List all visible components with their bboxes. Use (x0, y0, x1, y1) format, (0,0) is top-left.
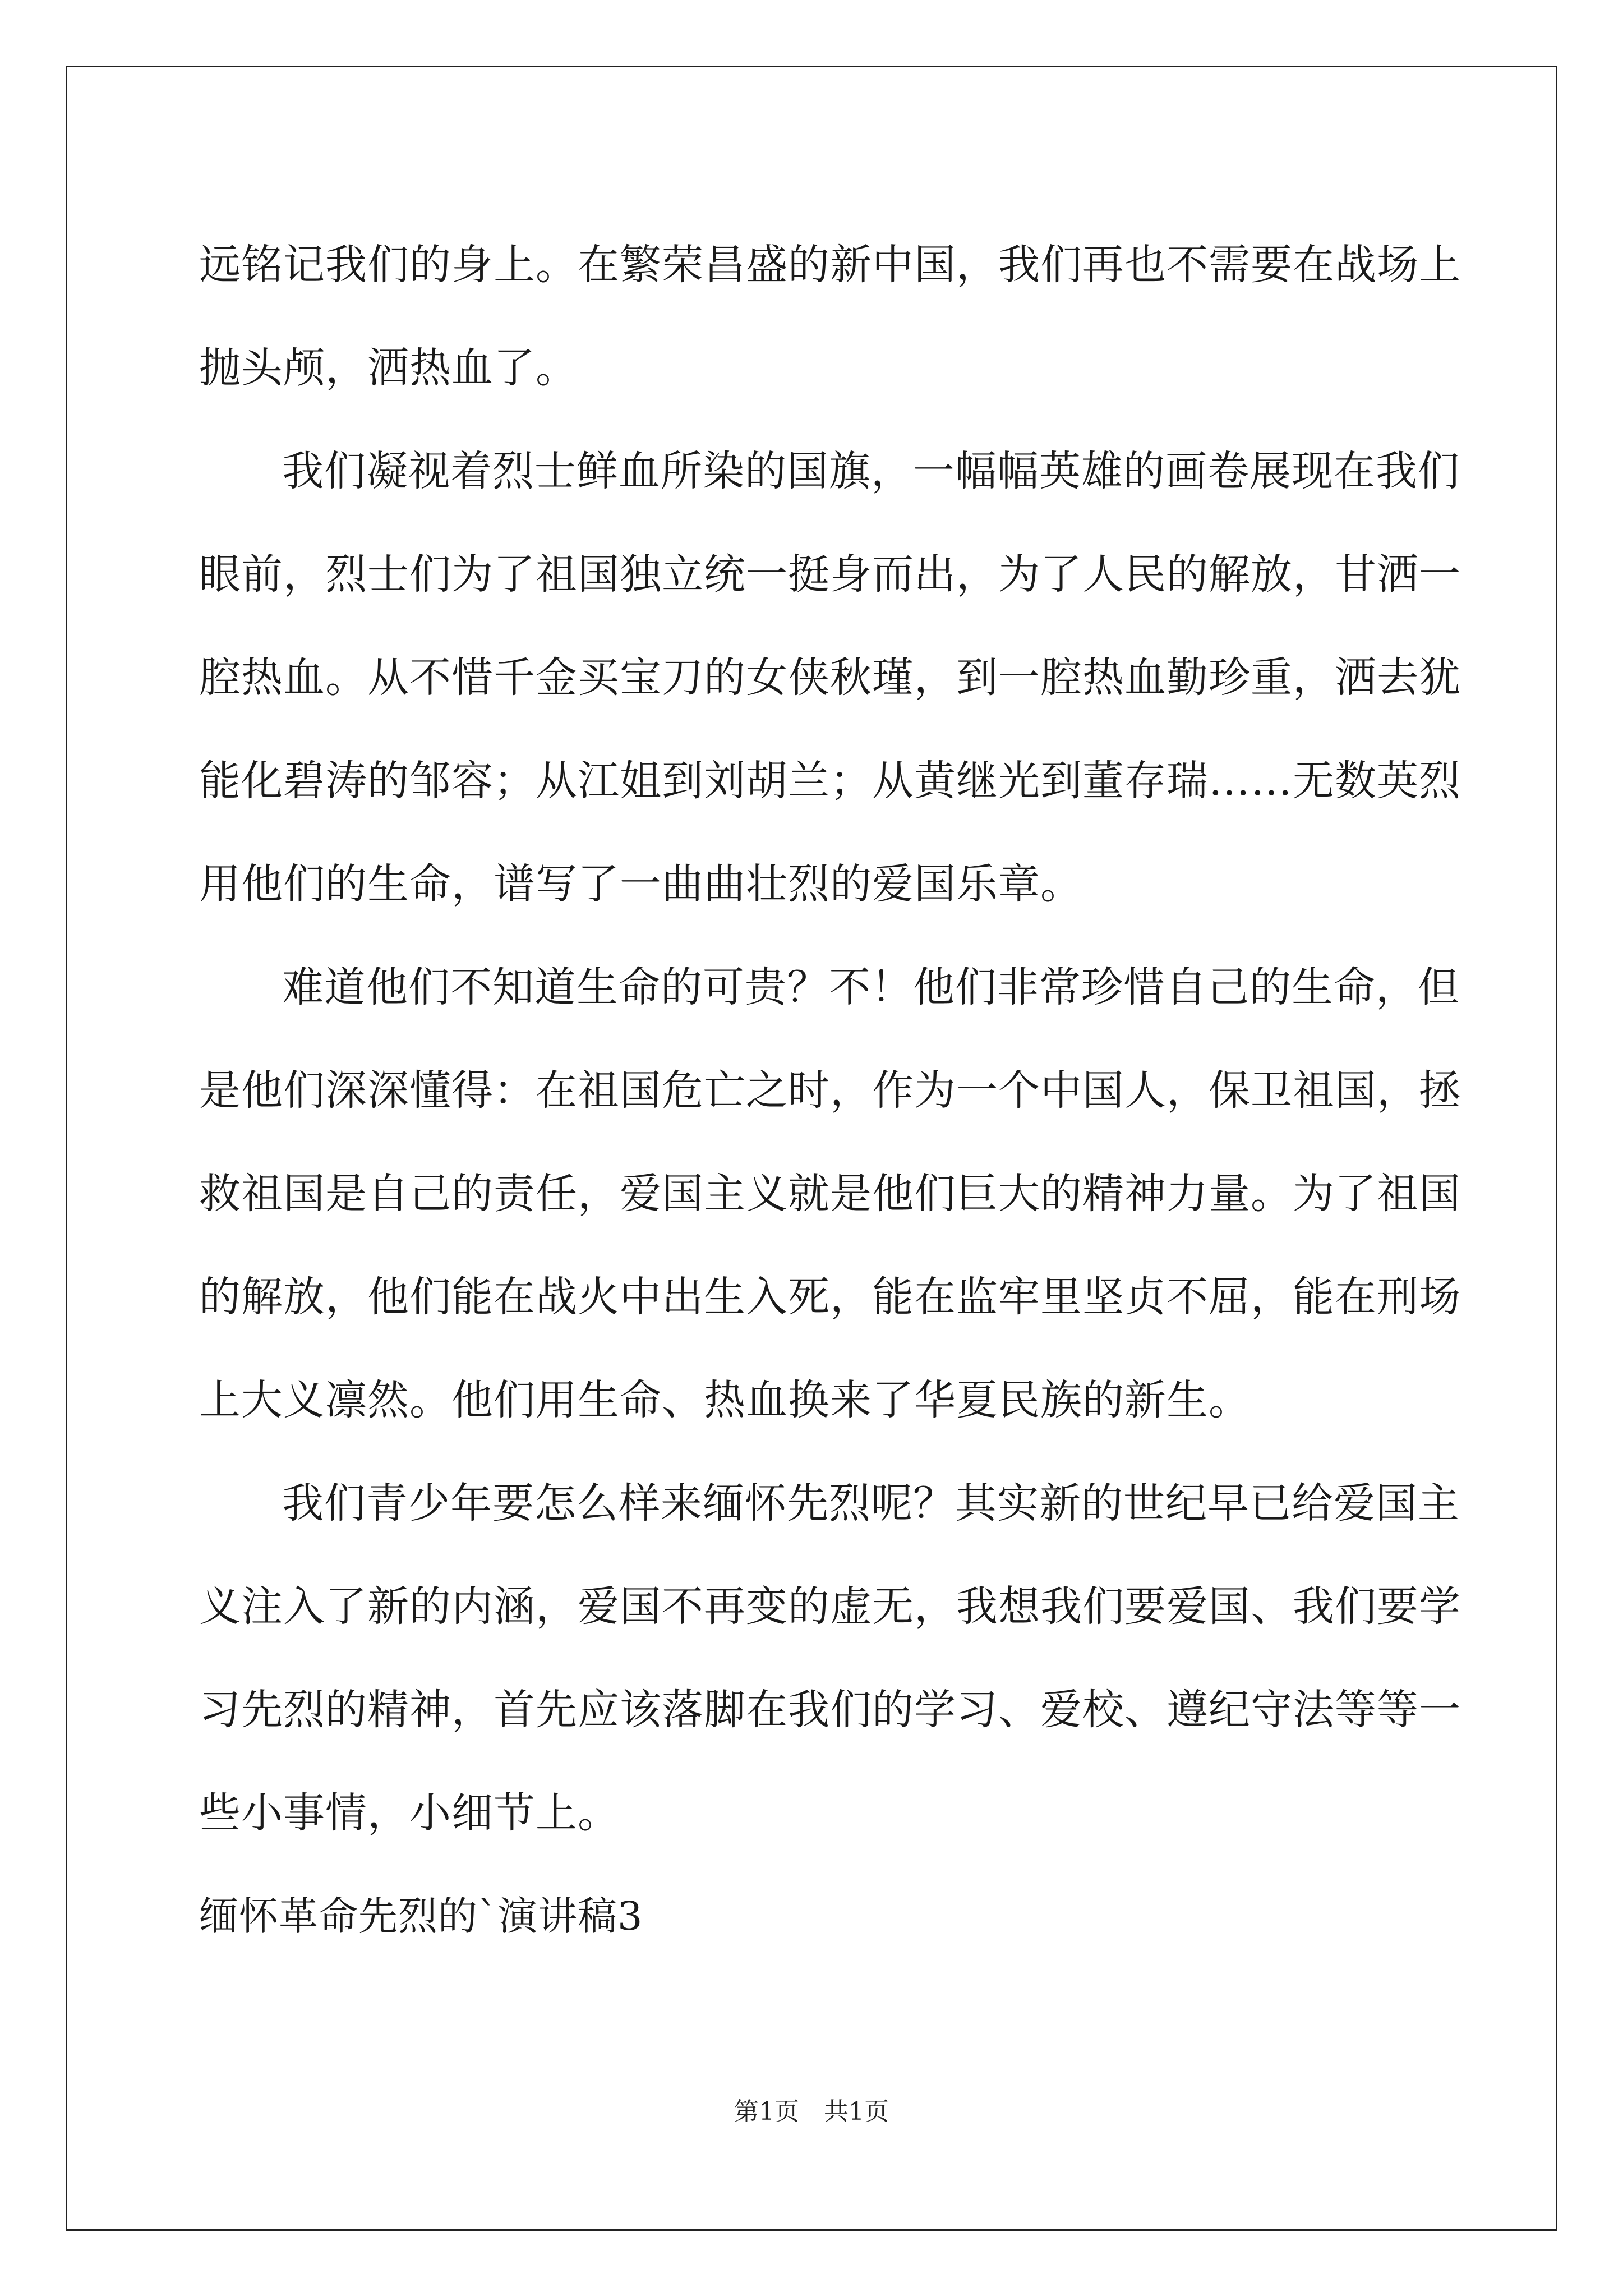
text-line: 腔热血。从不惜千金买宝刀的女侠秋瑾，到一腔热血勤珍重，洒去犹 (199, 654, 1461, 702)
text-line: 义注入了新的内涵，爱国不再变的虚无，我想我们要爱国、我们要学 (199, 1582, 1461, 1631)
text-line: 我们凝视着烈士鲜血所染的国旗，一幅幅英雄的画卷展现在我们 (282, 447, 1460, 495)
text-line: 用他们的生命，谱写了一曲曲壮烈的爱国乐章。 (199, 860, 1082, 908)
text-line: 抛头颅，洒热血了。 (199, 344, 578, 392)
text-line: 难道他们不知道生命的可贵？不！他们非常珍惜自己的生命，但 (282, 963, 1460, 1011)
section-heading: 缅怀革命先烈的`演讲稿3 (199, 1893, 643, 1939)
text-line: 的解放，他们能在战火中出生入死，能在监牢里坚贞不屈，能在刑场 (199, 1273, 1461, 1321)
text-line: 救祖国是自己的责任，爱国主义就是他们巨大的精神力量。为了祖国 (199, 1170, 1461, 1218)
text-line: 眼前，烈士们为了祖国独立统一挺身而出，为了人民的解放，甘洒一 (199, 550, 1461, 599)
paragraph (199, 420, 1461, 936)
page-footer: 第1页 共1页 (734, 2097, 889, 2126)
paragraph (199, 213, 1461, 420)
text-line: 是他们深深懂得：在祖国危亡之时，作为一个中国人，保卫祖国，拯 (199, 1066, 1461, 1115)
text-line: 习先烈的精神，首先应该落脚在我们的学习、爱校、遵纪守法等等一 (199, 1686, 1461, 1734)
text-line: 我们青少年要怎么样来缅怀先烈呢？其实新的世纪早已给爱国主 (282, 1479, 1460, 1527)
text-line: 些小事情，小细节上。 (199, 1789, 620, 1837)
text-line: 远铭记我们的身上。在繁荣昌盛的新中国，我们再也不需要在战场上 (199, 241, 1461, 289)
document-body (199, 213, 1461, 1968)
paragraph (199, 1452, 1461, 1865)
text-line: 上大义凛然。他们用生命、热血换来了华夏民族的新生。 (199, 1376, 1251, 1424)
text-line: 能化碧涛的邹容；从江姐到刘胡兰；从黄继光到董存瑞……无数英烈 (199, 757, 1461, 805)
paragraph (199, 936, 1461, 1452)
